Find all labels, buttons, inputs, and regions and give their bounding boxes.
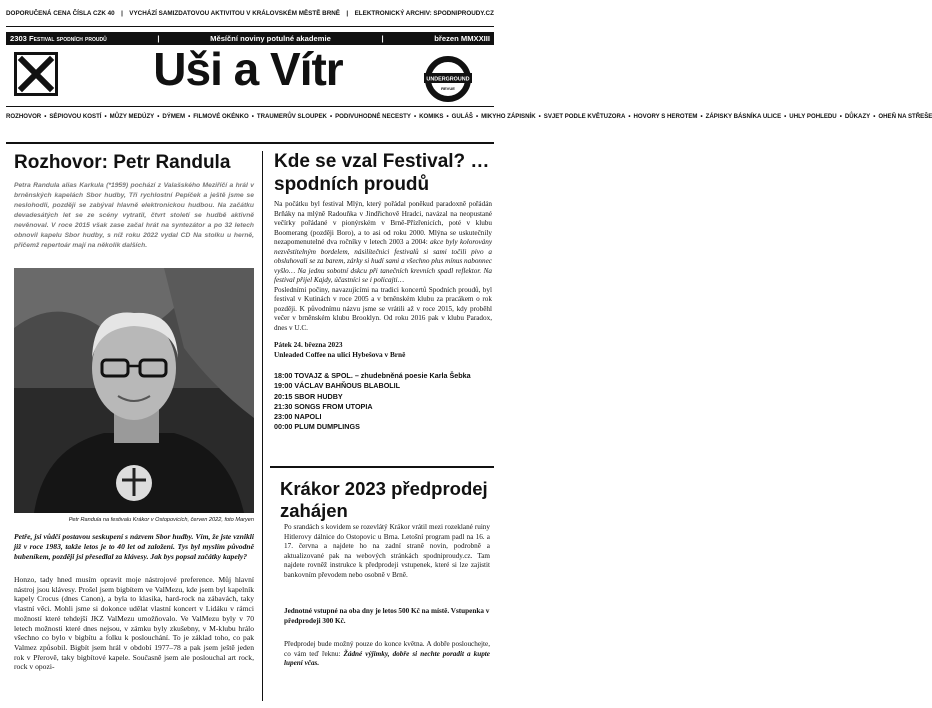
nav-separator: •	[628, 113, 631, 120]
schedule-item: 23:00 NAPOLI	[274, 412, 322, 422]
schedule-item: 21:30 SONGS FROM UTOPIA	[274, 401, 373, 411]
nav-separator: •	[475, 113, 479, 120]
festival-text-end: Posledními počiny, navazujícími na tradici koncertů Spodních proudů, byl festival v Kutinách v roce 2005 a v brněnském klubu za pracákem o rok později. K původnímu názvu jsme se vrátili až v roce 2015, kdy proběhl večer v brněnském klubu Brooklyn. Od roku 2016 pak v klubu Paradox, dnes v U.C.	[274, 285, 492, 332]
nav-item[interactable]: OHEŇ NA STŘEŠE	[878, 113, 932, 120]
nav-item[interactable]: UHLY POHLEDU	[789, 113, 837, 120]
nav-item[interactable]: DÝMEM	[162, 113, 186, 120]
schedule-item: 00:00 PLUM DUMPLINGS	[274, 422, 360, 432]
schedule-item: 20:15 SBOR HUDBY	[274, 391, 343, 401]
divider	[6, 26, 494, 27]
nav-item[interactable]: FILMOVÉ OKÉNKO	[193, 113, 249, 120]
underground-roundel-icon	[423, 54, 473, 104]
nav-separator: •	[188, 113, 191, 120]
nav-separator: •	[538, 113, 541, 120]
nav-item[interactable]: MŮZY MEDÚZY	[109, 113, 155, 120]
issue-bar: 2303 Festival spodních proudů | Měsíční noviny potulné akademie | březen MMXXIII	[6, 32, 494, 45]
top-info-bar: DOPORUČENÁ CENA ČÍSLA CZK 40 | VYCHÁZÍ SAMIZDATOVOU AKTIVITOU V KRÁLOVSKÉM MĚSTĚ BRNĚ | ELEKTRONICKÝ ARCHIV: SPODNIPROUDY.CZ	[6, 10, 494, 17]
section-nav	[6, 110, 932, 124]
issue-label: Festival spodních proudů	[29, 34, 107, 43]
nav-item[interactable]: SÉPIOVOU KOSTÍ	[49, 113, 102, 120]
column-divider	[262, 151, 263, 701]
nav-item[interactable]: HOVORY S HEROTEM	[633, 113, 698, 120]
cross-logo-icon	[14, 52, 58, 96]
krakor-note-text: Předprodej bude možný pouze do konce května. A dobře poslouchejte, co vám teď řeknu:	[284, 640, 490, 658]
interview-question: Petře, jsi vůdčí postavou seskupení s názvem Sbor hudby. Vím, že jste vznikli již v roce 1983, takže letos je to 40 let od založení. Tys byl myslím původně bubeníkem, později jsi přesedlal za klávesy. Jak bys popsal začátky kapely?	[14, 532, 254, 561]
krakor-note-italic: Žádné výjimky, dobře si nechte poradit a kupte lupení včas.	[284, 649, 490, 668]
divider	[6, 106, 494, 107]
nav-separator: •	[873, 113, 876, 120]
interview-lead: Petra Randula alias Karkula (*1959) pochází z Valašského Meziříčí a hrál v brněnských kapelách Sbor hudby, Tři rychlostní Pepíček a ještě jsme se neslohodli, později se zabýval hlavně elektronickou hudbou. Na začátku devadesátých let se ze scény vytratil, čtvrt století se hudbě aktivně nevěnoval. V roce 2015 však zase začal hrát na syntezátor a po 32 letech obnovil kapelu Sbor hudby, s níž roku 2022 vydal CD Na stolku u herně, přičemž repertoár mají na několik dalších.	[14, 182, 254, 249]
event-date: Pátek 24. března 2023	[274, 340, 343, 349]
nav-separator: •	[104, 113, 107, 120]
nav-item[interactable]: ROZHOVOR	[6, 113, 42, 120]
roundel-subtext: REVUE	[441, 86, 455, 91]
nav-item[interactable]: SVJET PODLE KVĚTUZORA	[543, 113, 626, 120]
nav-item[interactable]: GULÁŠ	[451, 113, 473, 120]
festival-article	[274, 200, 492, 333]
nav-separator: •	[251, 113, 254, 120]
nav-item[interactable]: DŮKAZY	[844, 113, 871, 120]
nav-item[interactable]: ZÁPISKY BÁSNÍKA ULICE	[705, 113, 782, 120]
festival-heading: Kde se vzal Festival? …spodních proudů	[274, 151, 490, 195]
nav-separator: •	[784, 113, 787, 120]
festival-quote: akce byly kolorovány nezvěstitelným bordelem, násilítečnici festivalů si sami točili pivo a obsluhovali se za barem, zárky si hudí sami a všechno plus mínus nabonnec vyšlo… Na jednu sobotní dskcu při tanečních krevních spadl reflektor. Na festival přijel Kajdy, účastníci se i policajti…	[274, 238, 493, 284]
krakor-tickets: Jednotné vstupné na oba dny je letos 500 Kč na místě. Vstupenka v předprodeji 300 Kč.	[284, 607, 490, 625]
masthead-title: Uši a Vítr	[153, 43, 343, 95]
krakor-text: Po srandách s kovidem se rozevlátý Krákor vrátil mezi rozeklané ruiny Hitlerovy dálnice do Ostopovic u Brna. Letošní program padl na 16. a 17. června a najdete ho na zadní straně novin, podrobně a aktualizované pak na webových stránkách spodniproudy.cz. Tam najdete rovněž instrukce k předprodeji vstupenek, které si lze zajistit bankovním převodem nebo osobně v Brně.	[284, 523, 490, 579]
interview-answer: Honzo, tady hned musím opravit moje nástrojové preference. Můj hlavní nástroj jsou klávesy. Prošel jsem bigbítem ve ValMezu, kde jsem byl kapelník kapely Crocus (dnes Canon), a byla to klasika, hard-rock na zábavách, taky vlastní věci. Mohli jsme si dokonce udělat vlastní koncert v Lidáku v rámci možností které tehdejší JKZ ValMezu umožňovalo. Ve ValMezu byly v 70 letech možnosti které dnes nejsou, v zámku byly zkušebny, v M-klubu hrálo všechno co bylo v bigbítu a folku k poslouchání. To je základ toho, co pak Valmez způsobil. Bigbít jsem hrál v období 1977–78 a pak jsem ještě jeden rok v Přerově, taky bigbítové kapele. Současně jsem ale poslouchal art rock, rock v opozi-	[14, 575, 254, 672]
nav-separator: •	[839, 113, 842, 120]
nav-item[interactable]: PODIVUHODNÉ NECESTY	[335, 113, 411, 120]
event-info	[274, 340, 492, 360]
nav-item[interactable]: KOMIKS	[419, 113, 444, 120]
festival-text: Na počátku byl festival Mlýn, který pořádal poněkud paradoxně pořádán Brňáky na mlýně Radouňka v Jindřichově Hradci, navázal na neopustané večírky pořádané v pionýrském v Brně-Přízřenicích, poté v klubu Boomerang (později Boro), a to asi od roku 2000. Mlýna se uskutečnily nezapomenutelné dva ročníky v letech 2003 a 2004:	[274, 200, 492, 246]
schedule-item: 19:00 VÁCLAV BAHŇOUS BLABOLIL	[274, 381, 401, 391]
krakor-note	[284, 640, 490, 669]
tagline: Měsíční noviny potulné akademie	[210, 34, 331, 43]
divider	[6, 142, 494, 144]
publisher-note: VYCHÁZÍ SAMIZDATOVOU AKTIVITOU V KRÁLOVSKÉM MĚSTĚ BRNĚ	[129, 10, 341, 17]
divider	[270, 466, 494, 468]
nav-separator: •	[44, 113, 47, 120]
krakor-heading: Krákor 2023 předprodej zahájen	[280, 478, 488, 521]
archive-link[interactable]: ELEKTRONICKÝ ARCHIV: SPODNIPROUDY.CZ	[354, 10, 494, 17]
nav-separator: •	[446, 113, 449, 120]
price-note: DOPORUČENÁ CENA ČÍSLA CZK 40	[6, 10, 115, 17]
nav-item[interactable]: MIKYHO ZÁPISNÍK	[481, 113, 536, 120]
issue-date: březen MMXXIII	[434, 34, 490, 43]
nav-separator: •	[700, 113, 703, 120]
interview-heading: Rozhovor: Petr Randula	[14, 152, 231, 173]
event-place: Unleaded Coffee na ulici Hybešova v Brně	[274, 349, 406, 359]
nav-separator: •	[329, 113, 333, 120]
nav-separator: •	[413, 113, 417, 120]
roundel-text: UNDERGROUND	[426, 76, 470, 83]
nav-item[interactable]: TRAUMERŮV SLOUPEK	[256, 113, 327, 120]
portrait-photo	[14, 268, 254, 513]
program-schedule	[274, 371, 492, 433]
schedule-item: 18:00 TOVAJZ & SPOL. – zhudebněná poesie Karla Šebka	[274, 371, 471, 380]
photo-caption: Petr Randula na festivalu Krákor v Ostopovicích, červen 2022, foto Maryen	[68, 517, 254, 523]
issue-number: 2303	[10, 34, 27, 43]
nav-separator: •	[157, 113, 160, 120]
